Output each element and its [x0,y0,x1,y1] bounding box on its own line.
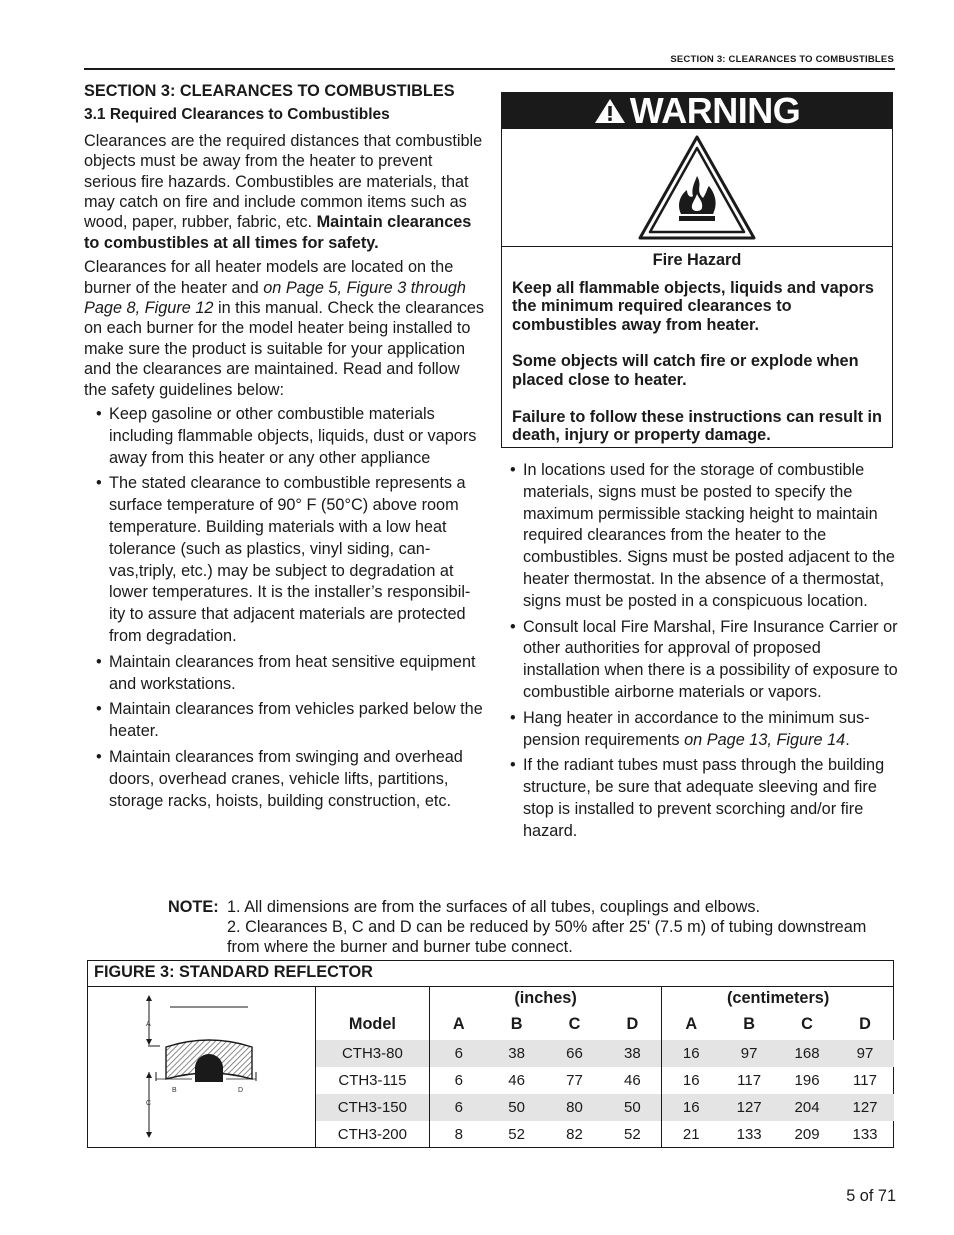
column-header: D [859,1015,871,1033]
table-cell: 21 [662,1121,720,1148]
table-cell: 66 [546,1040,604,1067]
table-row [316,1094,894,1121]
warning-line: Some objects will catch fire or explode when placed close to heater. [512,352,859,389]
table-cell: 168 [778,1040,836,1067]
table-cell: 52 [624,1126,641,1143]
suspension-reference: on Page 13, Figure 14 [684,730,846,749]
clearance-paragraph [84,257,486,400]
safety-list-right [510,460,900,843]
running-header: SECTION 3: CLEARANCES TO COMBUSTIBLES [670,54,894,65]
table-cell: 6 [429,1040,487,1067]
table-cell: CTH3-150 [316,1094,429,1121]
table-cell: CTH3-200 [337,1126,407,1143]
table-cell: 97 [720,1040,778,1067]
label-c: C [146,1100,152,1107]
column-header: B [510,1015,523,1033]
column-header: B [743,1015,756,1033]
label-a: A [146,1021,151,1028]
label-d: D [238,1087,244,1094]
fire-icon [637,134,757,242]
hazard-label: Fire Hazard [652,251,742,269]
clearance-reference: on Page 5, Figure 3 through Page 8, Figure 12 [84,278,466,318]
intro-paragraph [84,131,486,253]
table-cell: 204 [778,1094,836,1121]
warning-line: Keep all flammable objects, liquids and vapors the minimum required clearances to combustibles away from heater. [512,278,874,334]
table-cell: 16 [662,1040,720,1067]
intro-bold-text: Maintain clearances to combustibles at all times for safety. [84,213,472,252]
list-item: • Consult local Fire Marshal, Fire Insurance Carrier or other authorities for approval of proposed installation when there is a possibility of exposure to combustible airborne materials or vapors. [510,617,900,704]
list-item: • Maintain clearances from heat sensitive equipment and workstations. [96,652,486,696]
note-label: NOTE: [168,898,219,916]
table-cell: 8 [429,1121,487,1148]
intro-text: Clearances are the required distances that combustible objects must be away from the heater to prevent serious fire hazards. Combustibles are materials, that may catch on fire and include common items such as wood, paper, rubber, fabric, etc. [84,131,483,232]
table-cell: 6 [429,1094,487,1121]
list-item: • Maintain clearances from swinging and overhead doors, overhead cranes, vehicle lifts, partitions, storage racks, hoists, building construction, etc. [96,747,486,812]
column-header: C [801,1015,813,1033]
suspension-text: Hang heater in accordance to the minimum sus-pension requirements [523,708,870,749]
table-cell: 6 [429,1067,487,1094]
warning-box [501,92,893,448]
table-row [316,1121,894,1148]
warning-text [502,247,892,445]
warning-title: WARNING [629,90,801,131]
table-cell: 209 [794,1126,820,1143]
table-cell: 117 [853,1072,877,1089]
table-row [316,1067,894,1094]
column-header-row [316,1009,894,1040]
table-cell: 46 [624,1072,641,1089]
label-b: B [172,1087,177,1094]
column-header: D [626,1015,639,1033]
table-cell: CTH3-80 [316,1040,429,1067]
warning-line: Failure to follow these instructions can result in death, injury or property damage. [512,407,883,445]
table-cell: 117 [737,1072,762,1089]
suspension-period: . [845,730,850,749]
table-cell: 52 [508,1126,525,1143]
inches-group-header: (inches) [429,987,661,1009]
warning-triangle-icon [594,98,626,124]
list-item: • In locations used for the storage of combustible materials, signs must be posted to specify the maximum permissible stacking height to maintain required clearances from the heater to the combustibles. Signs must be posted adjacent to the heater thermostat. In the absence of a thermostat, signs must be posted in a conspicuous location. [510,460,900,613]
table-cell: 127 [720,1094,778,1121]
list-item: • Keep gasoline or other combustible materials including flammable objects, liquids, dust or vapors away from this heater or any other appliance [96,404,486,469]
table-cell: 16 [662,1067,720,1094]
clearance-text-b: in this manual. Check the clearances on each burner for the model heater being installed to make sure the product is suitable for your application and the clearances are maintained. Read and follow the safety guidelines below: [84,299,485,399]
table-cell: CTH3-115 [338,1072,407,1089]
warning-header [502,90,892,131]
figure-title: FIGURE 3: STANDARD REFLECTOR [88,961,893,987]
column-header: A [662,1009,720,1040]
table-cell: 196 [794,1072,820,1089]
right-column [510,460,900,847]
reflector-diagram [88,987,316,1148]
table-cell: 38 [488,1040,546,1067]
list-item [510,708,900,752]
column-header: A [429,1009,487,1040]
header-rule [84,68,895,70]
page-number: 5 of 71 [846,1187,896,1205]
table-cell: 127 [836,1094,894,1121]
table-row [316,1040,894,1067]
left-column [84,81,486,816]
list-item: • Maintain clearances from vehicles parked below the heater. [96,699,486,743]
table-cell: 77 [566,1072,583,1089]
subsection-title: 3.1 Required Clearances to Combustibles [84,106,390,124]
section-title: SECTION 3: CLEARANCES TO COMBUSTIBLES [84,82,455,100]
table-cell: 50 [488,1094,546,1121]
table-cell: 38 [603,1040,661,1067]
table-cell: 16 [662,1094,720,1121]
table-cell: 50 [603,1094,661,1121]
note-block [168,897,898,957]
safety-list-left [84,404,486,812]
column-header: C [568,1015,581,1033]
table-cell: 133 [736,1126,762,1143]
table-cell: 80 [546,1094,604,1121]
list-item: • If the radiant tubes must pass through the building structure, be sure that adequate sleeving and fire stop is installed to prevent scorching and/or fire hazard. [510,755,900,842]
centimeters-group-header: (centimeters) [662,987,894,1009]
reflector-diagram-drawing [88,987,315,1148]
table-cell: 133 [852,1126,878,1143]
figure-standard-reflector [87,960,894,1148]
column-header: Model [348,1015,396,1033]
clearance-text-a: Clearances for all heater models are located on the burner of the heater and [84,258,454,297]
group-header-row [316,987,894,1009]
note-line-2: 2. Clearances B, C and D can be reduced by 50% after 25' (7.5 m) of tubing downstream from where the burner and burner tube connect. [227,918,867,956]
fire-hazard-pictogram [502,129,892,247]
list-item: • The stated clearance to combustible represents a surface temperature of 90° F (50°C) above room temperature. Building materials with a low heat tolerance (such as plastics, vinyl siding, can-vas,triply, etc.) may be subject to degradation at lower temperatures. It is the installer’s responsibil-ity to assure that adjacent materials are protected from degradation. [96,473,486,647]
table-cell: 82 [566,1126,583,1143]
note-line-1: 1. All dimensions are from the surfaces of all tubes, couplings and elbows. [227,898,761,916]
table-cell: 46 [508,1072,525,1089]
clearance-table [316,987,894,1148]
table-cell: 97 [836,1040,894,1067]
